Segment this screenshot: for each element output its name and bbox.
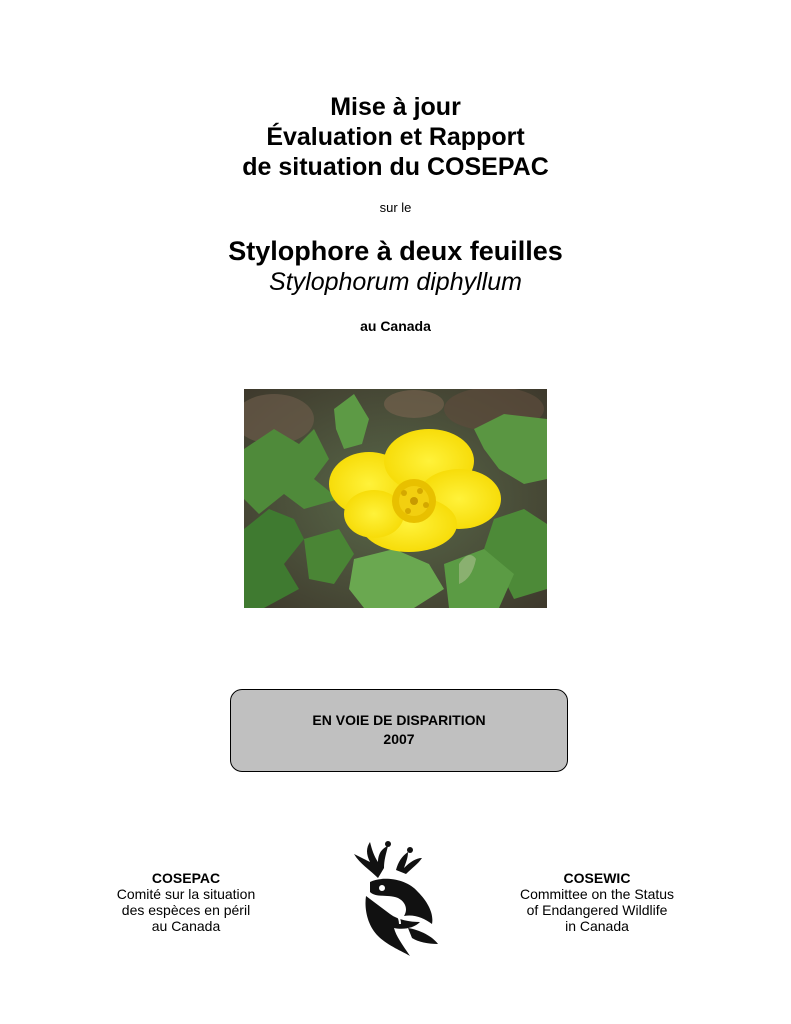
- species-region: au Canada: [360, 318, 431, 334]
- title-line-2: Évaluation et Rapport: [266, 123, 525, 151]
- org-french-line-1: Comité sur la situation: [116, 886, 256, 902]
- org-french-abbr: COSEPAC: [151, 870, 221, 886]
- org-english-line-2: of Endangered Wildlife: [526, 902, 668, 918]
- status-box: [230, 689, 568, 772]
- species-common-name: Stylophore à deux feuilles: [228, 236, 563, 266]
- org-french-block: [86, 870, 286, 934]
- title-line-3: de situation du COSEPAC: [242, 153, 549, 181]
- cosewic-logo-icon: [348, 840, 442, 958]
- flower-photo-illustration: [244, 389, 547, 608]
- org-french-line-3: au Canada: [151, 918, 221, 934]
- org-english-line-1: Committee on the Status: [519, 886, 675, 902]
- connector-text: sur le: [379, 200, 412, 215]
- org-english-block: [497, 870, 697, 934]
- species-latin-name: Stylophorum diphyllum: [269, 268, 522, 296]
- org-french-line-2: des espèces en péril: [121, 902, 251, 918]
- title-line-1: Mise à jour: [330, 93, 461, 121]
- org-english-abbr: COSEWIC: [563, 870, 631, 886]
- org-english-line-3: in Canada: [565, 918, 629, 934]
- yellow-flower-photo: [244, 389, 547, 608]
- status-designation: EN VOIE DE DISPARITION: [312, 712, 486, 728]
- report-title: [0, 92, 791, 182]
- status-year: 2007: [383, 731, 415, 747]
